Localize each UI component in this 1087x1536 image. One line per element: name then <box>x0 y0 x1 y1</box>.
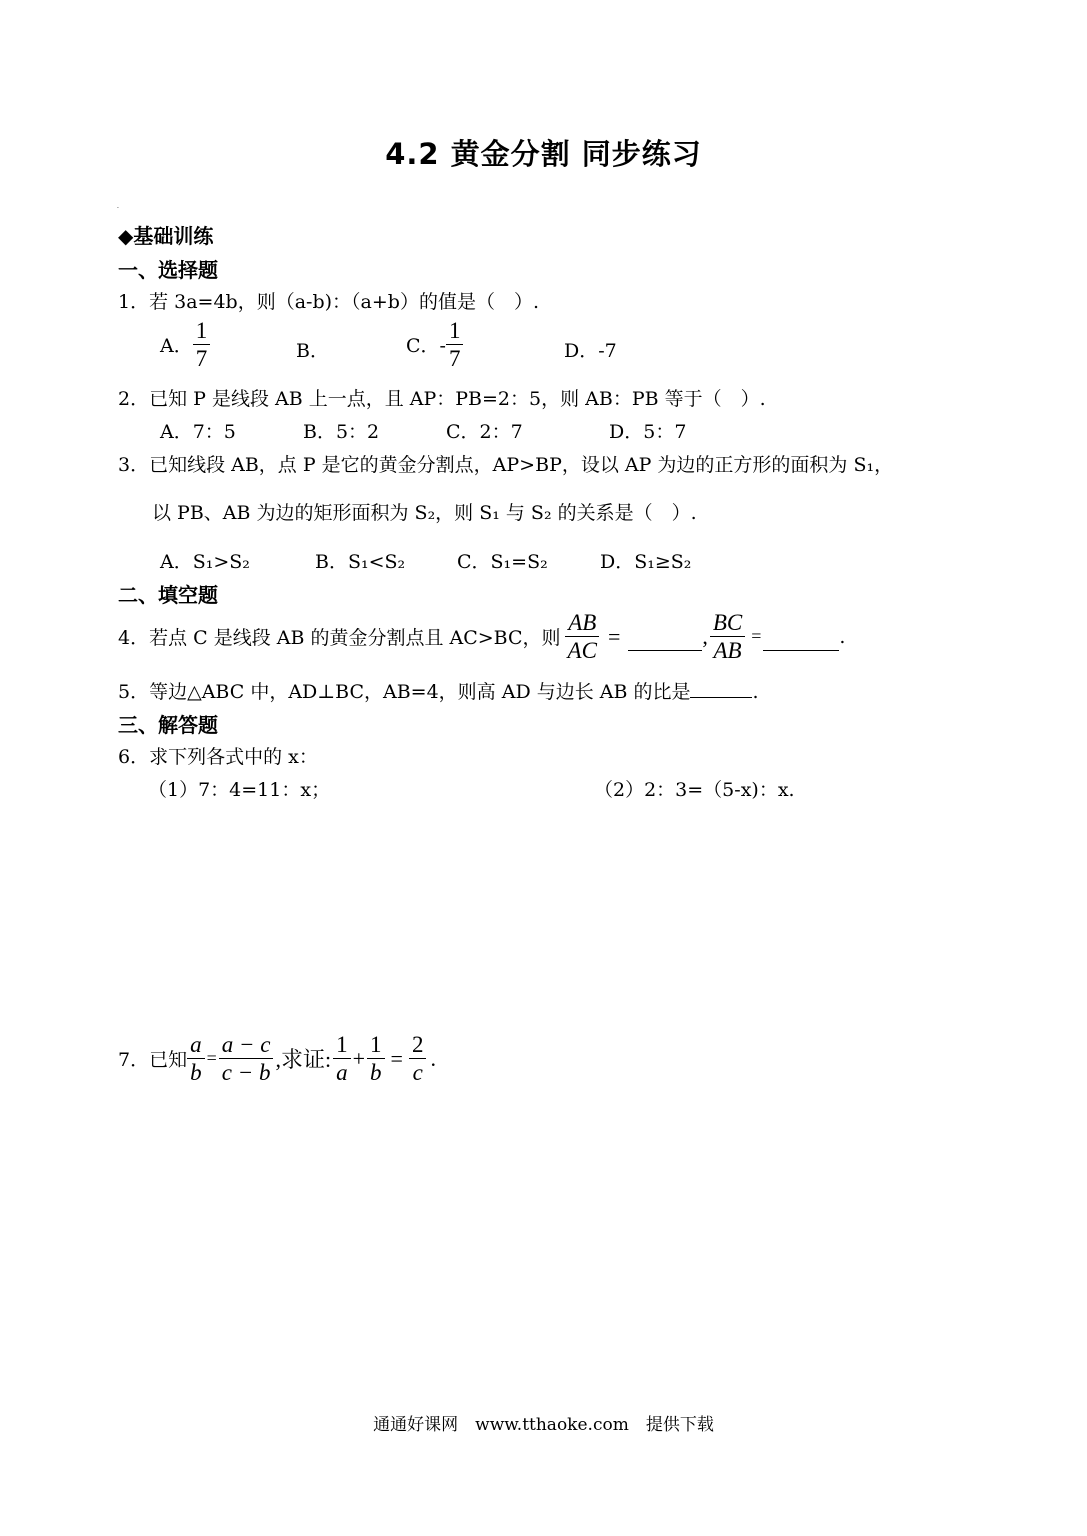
question-3-option-b: B．S₁<S₂ <box>315 551 406 573</box>
fraction-denominator: a <box>336 1060 348 1086</box>
plus-sign: + <box>352 1045 366 1071</box>
fraction-denominator: b <box>190 1060 202 1086</box>
question-1-option-c <box>406 318 463 372</box>
fraction-a-over-b <box>187 1032 205 1086</box>
question-4-stem: 4．若点 C 是线段 AB 的黄金分割点且 AC>BC，则 <box>118 627 561 650</box>
fraction-denominator: b <box>370 1060 382 1086</box>
question-2-option-b: B．5：2 <box>303 421 380 443</box>
question-3-line-1: 3．已知线段 AB，点 P 是它的黄金分割点，AP>BP，设以 AP 为边的正方形的面积为 S₁， <box>118 454 894 476</box>
question-3-line-2: 以 PB、AB 为边的矩形面积为 S₂，则 S₁ 与 S₂ 的关系是（ ）. <box>152 502 697 524</box>
option-a-label: A． <box>160 335 193 358</box>
question-7 <box>118 1032 436 1086</box>
fraction-numerator: a <box>187 1032 205 1059</box>
fraction-denominator: AC <box>567 638 597 664</box>
period: . <box>430 1045 436 1071</box>
question-2-option-a: A．7：5 <box>160 421 236 443</box>
answer-blank-1 <box>628 649 702 651</box>
page-title: 4.2 黄金分割 同步练习 <box>385 137 702 171</box>
fraction-numerator: 2 <box>409 1032 427 1059</box>
question-6-sub-2: （2）2：3=（5-x)：x. <box>594 779 795 801</box>
question-2-stem: 2．已知 P 是线段 AB 上一点，且 AP：PB=2：5，则 AB：PB 等于（ ）. <box>118 388 766 410</box>
equals-sign: = <box>390 1045 403 1071</box>
page-footer: 通通好课网 www.tthaoke.com 提供下载 <box>373 1415 714 1435</box>
comma: , <box>702 623 708 649</box>
fraction-neg-one-seventh <box>446 318 464 372</box>
stray-mark: . <box>117 203 119 210</box>
fraction-a-minus-c-over-c-minus-b <box>219 1032 274 1086</box>
fraction-numerator: 1 <box>333 1032 351 1059</box>
part-solution-questions: 三、解答题 <box>118 713 218 737</box>
fraction-one-over-a <box>333 1032 351 1086</box>
question-4 <box>118 610 845 664</box>
section-basic-training: ◆基础训练 <box>118 224 214 248</box>
fraction-numerator: 1 <box>193 318 211 345</box>
part-multiple-choice: 一、选择题 <box>118 258 218 282</box>
question-7-prefix: 7．已知 <box>118 1049 188 1072</box>
question-1-option-a <box>160 318 210 372</box>
prove-text: ,求证: <box>275 1047 332 1073</box>
option-c-label: C．- <box>406 335 446 358</box>
fraction-numerator: a − c <box>219 1032 274 1059</box>
fraction-bc-over-ab <box>710 610 745 664</box>
answer-blank-2 <box>763 649 839 651</box>
question-2-option-d: D．5：7 <box>609 421 687 443</box>
part-fill-in-blank: 二、填空题 <box>118 583 218 607</box>
fraction-one-seventh <box>193 318 211 372</box>
fraction-numerator: BC <box>710 610 745 637</box>
fraction-denominator: 7 <box>195 346 208 372</box>
equals-sign: = <box>206 1048 217 1069</box>
fraction-one-over-b <box>367 1032 385 1086</box>
question-3-option-c: C．S₁=S₂ <box>457 551 548 573</box>
fraction-numerator: 1 <box>446 318 464 345</box>
question-6-stem: 6．求下列各式中的 x： <box>118 746 318 768</box>
period: . <box>752 681 759 703</box>
equals-sign: = <box>607 623 621 649</box>
question-5-stem: 5．等边△ABC 中，AD⊥BC，AB=4，则高 AD 与边长 AB 的比是 <box>118 681 691 703</box>
fraction-two-over-c <box>409 1032 427 1086</box>
fraction-denominator: 7 <box>448 346 461 372</box>
question-1-option-b: B． <box>296 340 329 362</box>
equals-sign: = <box>751 626 762 647</box>
question-1-stem: 1．若 3a=4b，则（a-b)：（a+b）的值是（ ）. <box>118 291 539 313</box>
fraction-ab-over-ac <box>565 610 600 664</box>
question-3-option-d: D．S₁≥S₂ <box>600 551 692 573</box>
question-3-option-a: A．S₁>S₂ <box>160 551 250 573</box>
period: . <box>839 625 846 648</box>
question-5 <box>118 677 759 704</box>
fraction-denominator: c <box>412 1060 423 1086</box>
fraction-numerator: 1 <box>367 1032 385 1059</box>
question-6-sub-1: （1）7：4=11：x； <box>148 779 331 801</box>
fraction-numerator: AB <box>565 610 599 637</box>
question-1-option-d: D．-7 <box>564 340 617 362</box>
answer-blank-3 <box>690 696 752 698</box>
fraction-denominator: AB <box>713 638 742 664</box>
fraction-denominator: c − b <box>221 1060 271 1086</box>
question-2-option-c: C．2：7 <box>446 421 523 443</box>
